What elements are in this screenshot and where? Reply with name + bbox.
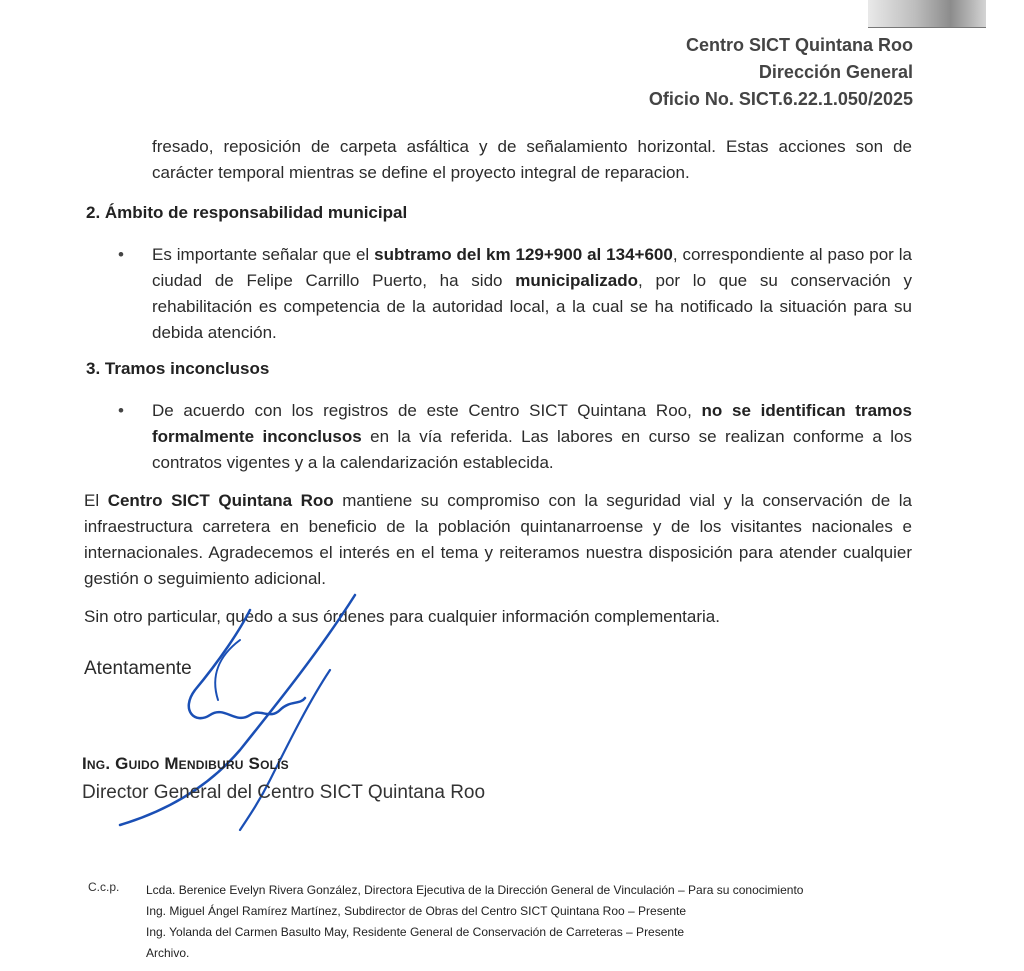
signer-name: Ing. Guido Mendiburu Solís bbox=[82, 754, 289, 773]
section-2-paragraph bbox=[152, 242, 912, 346]
ccp-label: C.c.p. bbox=[88, 880, 120, 894]
closing-paragraph bbox=[84, 488, 912, 592]
section-2-text: Es importante señalar que el bbox=[152, 245, 375, 264]
document-number: Oficio No. SICT.6.22.1.050/2025 bbox=[648, 89, 913, 109]
closing-text: El bbox=[84, 491, 108, 510]
section-2-title: 2. Ámbito de responsabilidad municipal bbox=[86, 203, 408, 222]
section-3-title: 3. Tramos inconclusos bbox=[86, 359, 270, 378]
ccp-item: Ing. Yolanda del Carmen Basulto May, Residente General de Conservación de Carreteras – Presente bbox=[146, 925, 685, 939]
intro-paragraph: fresado, reposición de carpeta asfáltica y de señalamiento horizontal. Estas acciones son de carácter temporal mientras se define el proyecto integral de reparacion. bbox=[152, 137, 912, 182]
signer-title: Director General del Centro SICT Quintana Roo bbox=[82, 782, 486, 803]
section-2-emphasis: subtramo del km 129+900 al 134+600 bbox=[374, 245, 673, 264]
section-2-emphasis: municipalizado bbox=[515, 271, 639, 290]
farewell-line: Sin otro particular, quedo a sus órdenes para cualquier información complementaria. bbox=[84, 607, 720, 626]
ccp-item: Archivo. bbox=[146, 946, 190, 960]
bullet-icon: • bbox=[118, 245, 124, 264]
ccp-item: Ing. Miguel Ángel Ramírez Martínez, Subdirector de Obras del Centro SICT Quintana Roo – Presente bbox=[146, 904, 687, 918]
section-2-text: , por lo que su conservación y rehabilitación es competencia de la autoridad local, a la cual se ha notificado la situación para su debida atención. bbox=[152, 271, 912, 342]
ccp-list bbox=[146, 880, 803, 964]
section-3-paragraph bbox=[152, 398, 912, 476]
ccp-item: Lcda. Berenice Evelyn Rivera González, Directora Ejecutiva de la Dirección General de Vinculación – Para su conocimiento bbox=[146, 883, 804, 897]
department-name: Dirección General bbox=[758, 62, 913, 82]
closing-text: mantiene su compromiso con la seguridad vial y la conservación de la infraestructura carretera en beneficio de la población quintanarroense y de los visitantes nacionales e internacionales. Agradecemos el interés en el tema y reiteramos nuestra disposición para atender cualquier gestión o seguimiento adicional. bbox=[84, 491, 912, 588]
office-name: Centro SICT Quintana Roo bbox=[686, 35, 913, 55]
section-3-emphasis: no se identifican tramos formalmente inconclusos bbox=[152, 401, 912, 446]
regards: Atentamente bbox=[84, 658, 192, 679]
bullet-icon: • bbox=[118, 401, 124, 420]
section-3-text: en la vía referida. Las labores en curso se realizan conforme a los contratos vigentes y a la calendarización establecida. bbox=[152, 427, 912, 472]
section-2-text: , correspondiente al paso por la ciudad de Felipe Carrillo Puerto, ha sido bbox=[152, 245, 912, 290]
section-3-text: De acuerdo con los registros de este Centro SICT Quintana Roo, bbox=[152, 401, 702, 420]
closing-emphasis: Centro SICT Quintana Roo bbox=[107, 491, 334, 510]
